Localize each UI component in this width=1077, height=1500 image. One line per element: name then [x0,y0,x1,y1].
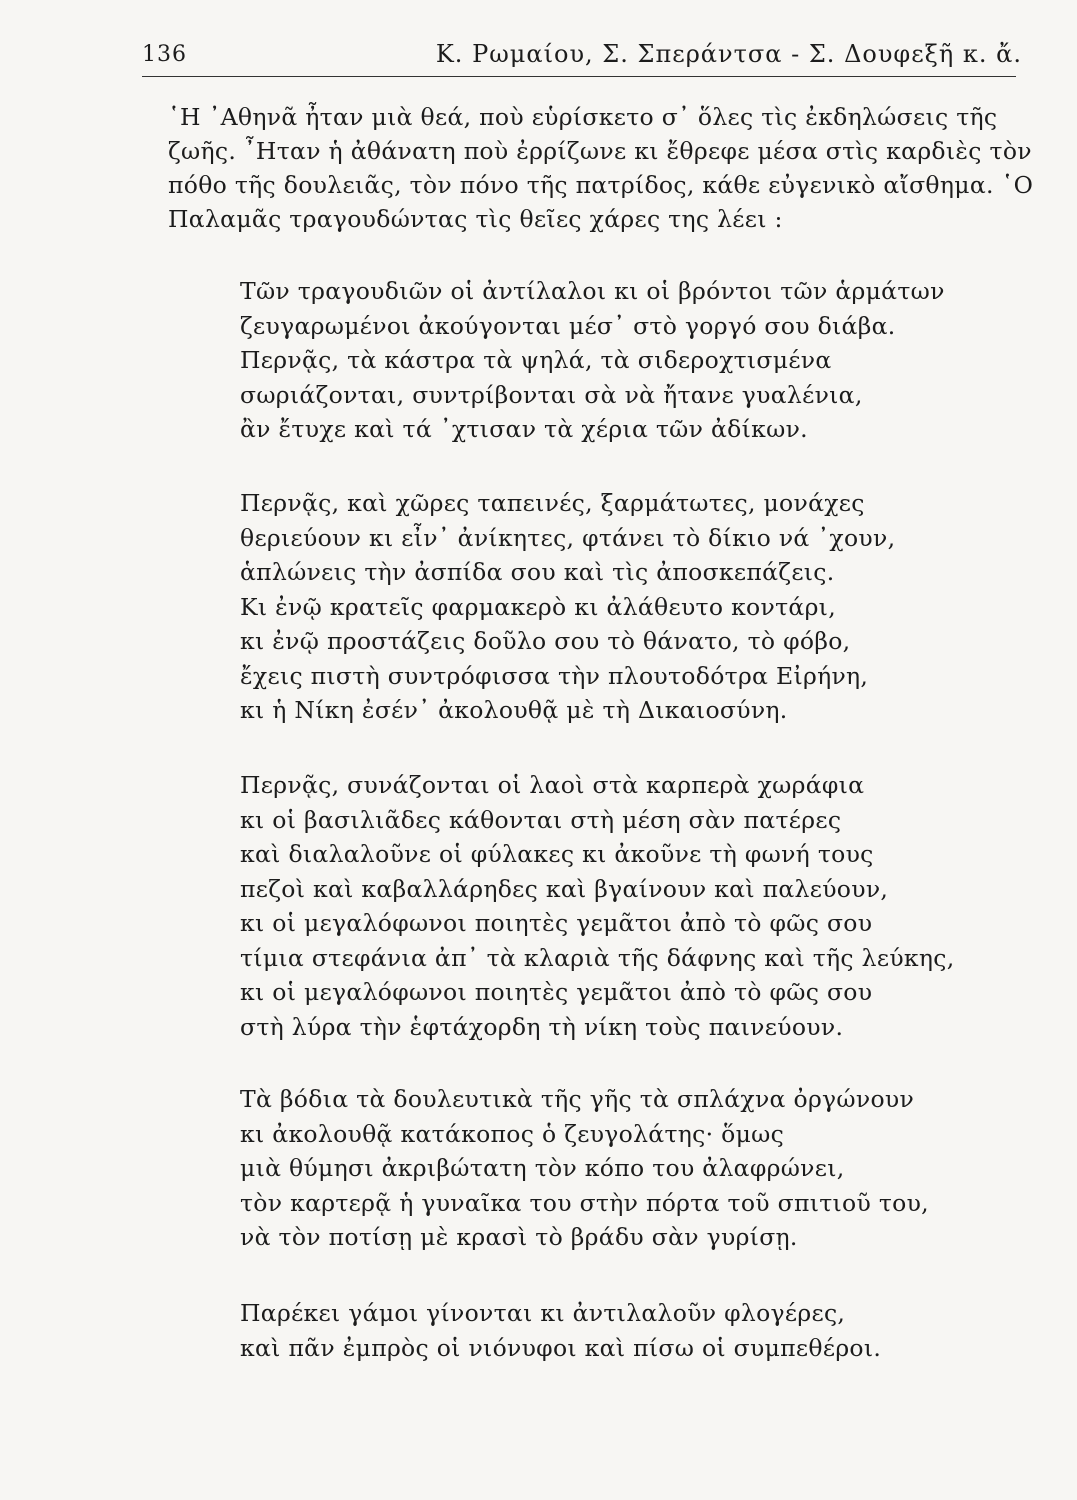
intro-line: ῾Η ᾿Αθηνᾶ ἦταν μιὰ θεά, ποὺ εὑρίσκετο σ᾿ ὅλες τὶς ἐκδηλώσεις τῆς [168,103,998,131]
poem-stanza [240,768,955,1044]
poem-verse: πεζοὶ καὶ καβαλλάρηδες καὶ βγαίνουν καὶ παλεύουν, [240,874,889,903]
poem-verse: κι ἐνῷ προστάζεις δοῦλο σου τὸ θάνατο, τὸ φόβο, [240,627,851,655]
poem-stanza [240,486,895,728]
poem-verse: κι οἱ βασιλιᾶδες κάθονται στὴ μέση σὰν πατέρες [240,805,842,834]
poem-stanza [240,1082,929,1255]
poem-verse: κι ἡ Νίκη ἐσέν᾿ ἀκολουθᾷ μὲ τὴ Δικαιοσύνη. [240,696,788,724]
poem-verse: Περνᾷς, καὶ χῶρες ταπεινές, ξαρμάτωτες, μονάχες [240,489,865,517]
poem-verse: σωριάζονται, συντρίβονται σὰ νὰ ἤτανε γυαλένια, [240,380,863,409]
poem-verse: Τῶν τραγουδιῶν οἱ ἀντίλαλοι κι οἱ βρόντοι τῶν ἁρμάτων [240,277,945,305]
intro-paragraph [168,100,1034,236]
poem-verse: Τὰ βόδια τὰ δουλευτικὰ τῆς γῆς τὰ σπλάχνα ὀργώνουν [240,1085,915,1113]
poem-verse: Παρέκει γάμοι γίνονται κι ἀντιλαλοῦν φλογέρες, [240,1299,846,1327]
intro-line: πόθο τῆς δουλειᾶς, τὸν πόνο τῆς πατρίδος, κάθε εὐγενικὸ αἴσθημα. ῾Ο [168,171,1034,199]
poem-verse: Περνᾷς, συνάζονται οἱ λαοὶ στὰ καρπερὰ χωράφια [240,771,865,799]
poem-stanza [240,274,945,447]
poem-verse: τίμια στεφάνια ἀπ᾿ τὰ κλαριὰ τῆς δάφνης καὶ τῆς λεύκης, [240,943,955,972]
poem-verse: καὶ πᾶν ἐμπρὸς οἱ νιόνυφοι καὶ πίσω οἱ συμπεθέροι. [240,1333,882,1362]
poem-verse: τὸν καρτερᾷ ἡ γυναῖκα του στὴν πόρτα τοῦ σπιτιοῦ του, [240,1188,929,1217]
poem-verse: κι ἀκολουθᾷ κατάκοπος ὁ ζευγολάτης· ὅμως [240,1119,785,1148]
page-header [142,38,1022,78]
poem-verse: νὰ τὸν ποτίσῃ μὲ κρασὶ τὸ βράδυ σὰν γυρίσῃ. [240,1223,798,1251]
poem-verse: μιὰ θύμησι ἀκριβώτατη τὸν κόπο του ἀλαφρώνει, [240,1154,845,1182]
page-number: 136 [142,42,187,67]
header-rule [142,76,1016,77]
running-head: Κ. Ρωμαίου, Σ. Σπεράντσα - Σ. Δουφεξῆ κ. ἄ. [435,40,1022,68]
poem-verse: καὶ διαλαλοῦνε οἱ φύλακες κι ἀκοῦνε τὴ φωνή τους [240,840,874,868]
poem-verse: ἔχεις πιστὴ συντρόφισσα τὴν πλουτοδότρα Εἰρήνη, [240,661,869,690]
poem-stanza [240,1296,881,1365]
intro-line: Παλαμᾶς τραγουδώντας τὶς θεῖες χάρες της λέει : [168,205,783,233]
poem-verse: θεριεύουν κι εἶν᾿ ἀνίκητες, φτάνει τὸ δίκιο νά ᾿χουν, [240,523,896,552]
intro-line: ζωῆς. ῏Ηταν ἡ ἀθάνατη ποὺ ἐρρίζωνε κι ἔθρεφε μέσα στὶς καρδιὲς τὸν [168,137,1032,165]
poem-verse: ἁπλώνεις τὴν ἀσπίδα σου καὶ τὶς ἀποσκεπάζεις. [240,558,835,586]
poem-verse: κι οἱ μεγαλόφωνοι ποιητὲς γεμᾶτοι ἀπὸ τὸ φῶς σου [240,909,873,937]
poem-verse: Κι ἐνῷ κρατεῖς φαρμακερὸ κι ἀλάθευτο κοντάρι, [240,592,836,621]
poem-verse: ζευγαρωμένοι ἀκούγονται μέσ᾿ στὸ γοργό σου διάβα. [240,311,896,340]
poem-verse: στὴ λύρα τὴν ἑφτάχορδη τὴ νίκη τοὺς παινεύουν. [240,1012,844,1041]
poem-verse: κι οἱ μεγαλόφωνοι ποιητὲς γεμᾶτοι ἀπὸ τὸ φῶς σου [240,978,873,1006]
poem-verse: ἂν ἔτυχε καὶ τά ᾿χτισαν τὰ χέρια τῶν ἀδίκων. [240,415,808,443]
poem-verse: Περνᾷς, τὰ κάστρα τὰ ψηλά, τὰ σιδεροχτισμένα [240,346,832,374]
